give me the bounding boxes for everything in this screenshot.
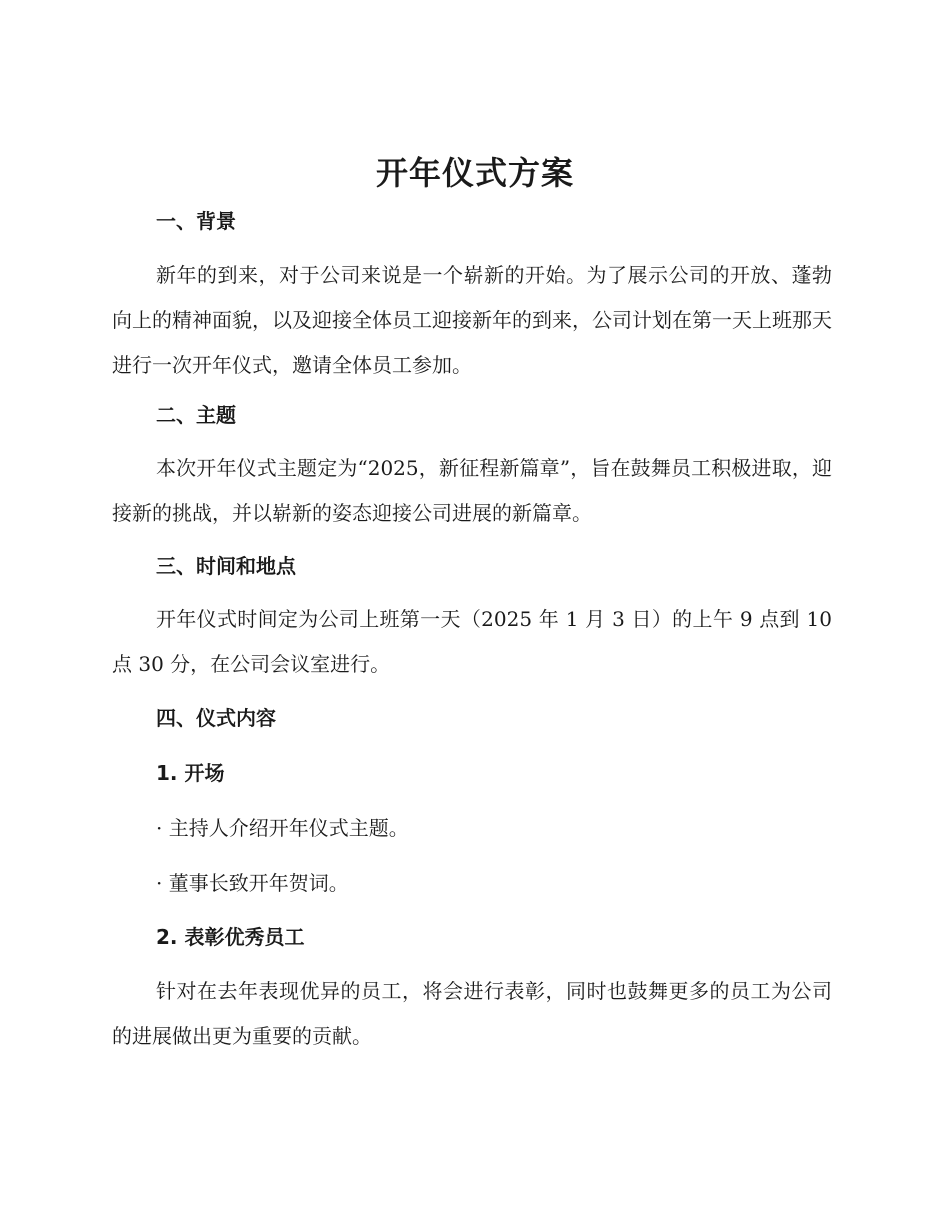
section-heading-ceremony-content: 四、仪式内容 [156,706,276,730]
list-item: · 主持人介绍开年仪式主题。 [156,816,409,840]
subsection-heading-awards: 2. 表彰优秀员工 [156,925,305,949]
subsection-heading-opening: 1. 开场 [156,761,225,785]
section-heading-background: 一、背景 [156,209,236,233]
section-heading-theme: 二、主题 [156,403,236,427]
section-text-background: 新年的到来，对于公司来说是一个崭新的开始。为了展示公司的开放、蓬勃向上的精神面貌，以及迎接全体员工迎接新年的到来，公司计划在第一天上班那天进行一次开年仪式，邀请全体员工参加。 [112,263,832,377]
list-item: · 董事长致开年贺词。 [156,871,349,895]
subsection-text-awards: 针对在去年表现优异的员工，将会进行表彰，同时也鼓舞更多的员工为公司的进展做出更为重要的贡献。 [112,979,832,1048]
document-title: 开年仪式方案 [375,154,574,192]
section-text-time-place: 开年仪式时间定为公司上班第一天（2025 年 1 月 3 日）的上午 9 点到 10 点 30 分，在公司会议室进行。 [112,607,832,676]
section-text-theme: 本次开年仪式主题定为“2025，新征程新篇章”，旨在鼓舞员工积极进取，迎接新的挑战，并以崭新的姿态迎接公司进展的新篇章。 [112,456,832,525]
section-heading-time-place: 三、时间和地点 [156,554,296,578]
